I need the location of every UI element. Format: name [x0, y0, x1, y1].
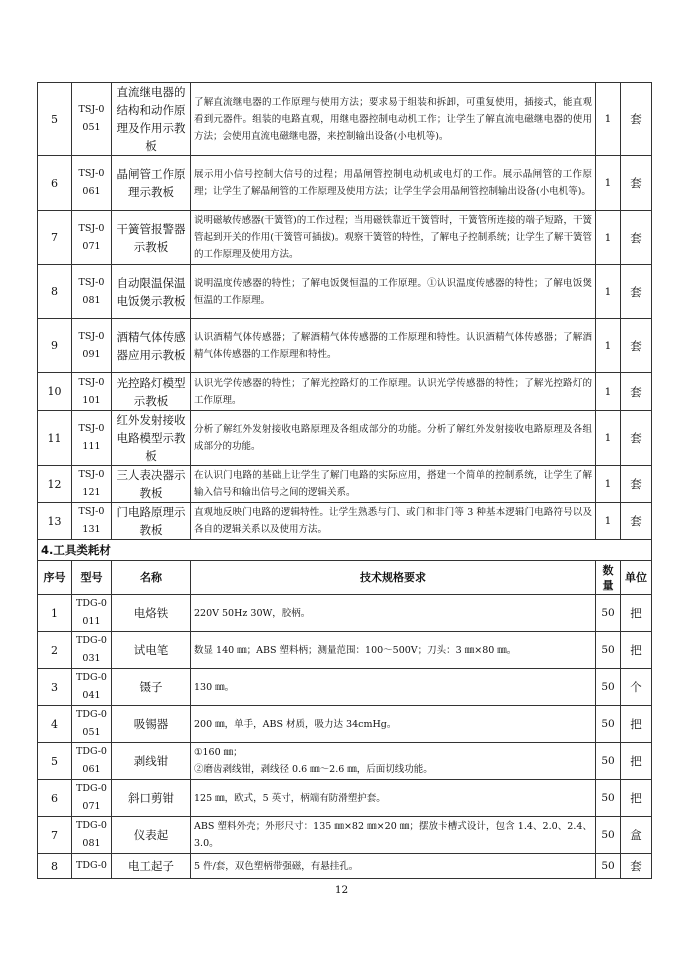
section-title: 4.工具类耗材 — [38, 540, 652, 561]
quantity: 50 — [596, 595, 621, 632]
table-row — [38, 595, 652, 632]
quantity: 1 — [596, 83, 621, 156]
item-name: 红外发射接收电路模型示教板 — [112, 411, 191, 466]
unit: 套 — [621, 156, 652, 211]
tech-spec: 130 ㎜。 — [191, 669, 596, 706]
spec-line: ①160 ㎜； — [194, 747, 243, 758]
model-code: TDG-0 081 — [72, 817, 112, 854]
row-number: 5 — [38, 83, 72, 156]
table-row — [38, 211, 652, 265]
model-code: TDG-0 041 — [72, 669, 112, 706]
quantity: 50 — [596, 743, 621, 780]
table-row — [38, 854, 652, 879]
table-row — [38, 743, 652, 780]
quantity: 1 — [596, 211, 621, 265]
model-code: TSJ-0 061 — [72, 156, 112, 211]
item-name: 门电路原理示教板 — [112, 503, 191, 540]
header-qty: 数量 — [596, 561, 621, 595]
section-row — [38, 540, 652, 561]
tech-spec — [191, 743, 596, 780]
model-code: TSJ-0 051 — [72, 83, 112, 156]
tech-spec: 数显 140 ㎜；ABS 塑料柄；测量范围：100～500V；刀头：3 ㎜×80 ㎜。 — [191, 632, 596, 669]
quantity: 1 — [596, 156, 621, 211]
tech-spec: 认识光学传感器的特性；了解光控路灯的工作原理。认识光学传感器的特性；了解光控路灯的工作原理。 — [191, 373, 596, 411]
item-name: 电工起子 — [112, 854, 191, 879]
quantity: 50 — [596, 632, 621, 669]
unit: 把 — [621, 706, 652, 743]
model-code: TSJ-0 111 — [72, 411, 112, 466]
unit: 盒 — [621, 817, 652, 854]
item-name: 晶闸管工作原理示教板 — [112, 156, 191, 211]
header-unit: 单位 — [621, 561, 652, 595]
header-spec: 技术规格要求 — [191, 561, 596, 595]
unit: 把 — [621, 780, 652, 817]
table-row — [38, 466, 652, 503]
quantity: 50 — [596, 817, 621, 854]
table-row — [38, 817, 652, 854]
quantity: 1 — [596, 411, 621, 466]
table-row — [38, 669, 652, 706]
unit: 套 — [621, 411, 652, 466]
tech-spec: 125 ㎜，欧式，5 英寸，柄端有防滑塑护套。 — [191, 780, 596, 817]
quantity: 1 — [596, 466, 621, 503]
header-name: 名称 — [112, 561, 191, 595]
row-number: 5 — [38, 743, 72, 780]
table-row — [38, 503, 652, 540]
model-code: TDG-0 061 — [72, 743, 112, 780]
row-number: 2 — [38, 632, 72, 669]
item-name: 吸锡器 — [112, 706, 191, 743]
item-name: 斜口剪钳 — [112, 780, 191, 817]
model-code: TSJ-0 131 — [72, 503, 112, 540]
row-number: 6 — [38, 156, 72, 211]
quantity: 50 — [596, 854, 621, 879]
model-code: TDG-0 — [72, 854, 112, 879]
header-no: 序号 — [38, 561, 72, 595]
unit: 把 — [621, 743, 652, 780]
row-number: 7 — [38, 817, 72, 854]
model-code: TDG-0 051 — [72, 706, 112, 743]
tech-spec: 在认识门电路的基础上让学生了解门电路的实际应用，搭建一个简单的控制系统，让学生了解输入信号和输出信号之间的逻辑关系。 — [191, 466, 596, 503]
unit: 把 — [621, 632, 652, 669]
tech-spec: 认识酒精气体传感器；了解酒精气体传感器的工作原理和特性。认识酒精气体传感器；了解酒精气体传感器的工作原理和特性。 — [191, 319, 596, 373]
item-name: 干簧管报警器示教板 — [112, 211, 191, 265]
page-number: 12 — [334, 884, 349, 896]
row-number: 11 — [38, 411, 72, 466]
item-name: 酒精气体传感器应用示教板 — [112, 319, 191, 373]
tech-spec: 5 件/套，双色塑柄带强磁，有悬挂孔。 — [191, 854, 596, 879]
row-number: 8 — [38, 854, 72, 879]
row-number: 4 — [38, 706, 72, 743]
quantity: 50 — [596, 706, 621, 743]
model-code: TDG-0 071 — [72, 780, 112, 817]
unit: 套 — [621, 211, 652, 265]
table-row — [38, 83, 652, 156]
table-row — [38, 632, 652, 669]
unit: 套 — [621, 466, 652, 503]
row-number: 13 — [38, 503, 72, 540]
quantity: 1 — [596, 319, 621, 373]
model-code: TSJ-0 121 — [72, 466, 112, 503]
unit: 套 — [621, 373, 652, 411]
tech-spec: 200 ㎜，单手，ABS 材质，吸力达 34cmHg。 — [191, 706, 596, 743]
tech-spec: 直观地反映门电路的逻辑特性。让学生熟悉与门、或门和非门等 3 种基本逻辑门电路符号以及各自的逻辑关系以及使用方法。 — [191, 503, 596, 540]
unit: 把 — [621, 595, 652, 632]
row-number: 12 — [38, 466, 72, 503]
table-row — [38, 156, 652, 211]
unit: 套 — [621, 319, 652, 373]
row-number: 10 — [38, 373, 72, 411]
table-row — [38, 373, 652, 411]
model-code: TSJ-0 071 — [72, 211, 112, 265]
row-number: 9 — [38, 319, 72, 373]
item-name: 三人表决器示教板 — [112, 466, 191, 503]
table-row — [38, 706, 652, 743]
table-row — [38, 411, 652, 466]
tech-spec: 分析了解红外发射接收电路原理及各组成部分的功能。分析了解红外发射接收电路原理及各组成部分的功能。 — [191, 411, 596, 466]
row-number: 3 — [38, 669, 72, 706]
tech-spec: 了解直流继电器的工作原理与使用方法；要求易于组装和拆卸，可重复使用，插接式，能直观看到元器件。组装的电路直观，用继电器控制电动机工作；让学生了解直流电磁继电器的使用方法；会使用直流电磁继电器，来控制输出设备(小电机等)。 — [191, 83, 596, 156]
row-number: 6 — [38, 780, 72, 817]
table-header-row — [38, 561, 652, 595]
model-code: TDG-0 011 — [72, 595, 112, 632]
item-name: 自动限温保温电饭煲示教板 — [112, 265, 191, 319]
row-number: 7 — [38, 211, 72, 265]
item-name: 仪表起 — [112, 817, 191, 854]
item-name: 光控路灯模型示教板 — [112, 373, 191, 411]
equipment-table — [37, 82, 652, 879]
item-name: 直流继电器的结构和动作原理及作用示教板 — [112, 83, 191, 156]
unit: 套 — [621, 854, 652, 879]
item-name: 试电笔 — [112, 632, 191, 669]
table-row — [38, 319, 652, 373]
item-name: 剥线钳 — [112, 743, 191, 780]
unit: 套 — [621, 83, 652, 156]
unit: 套 — [621, 265, 652, 319]
quantity: 1 — [596, 503, 621, 540]
tech-spec: 展示用小信号控制大信号的过程；用晶闸管控制电动机或电灯的工作。展示晶闸管的工作原理；让学生了解晶闸管的工作原理及使用方法；让学生学会用晶闸管控制输出设备(小电机等)。 — [191, 156, 596, 211]
unit: 套 — [621, 503, 652, 540]
tech-spec: 说明磁敏传感器(干簧管)的工作过程；当用磁铁靠近干簧管时，干簧管所连接的端子短路，干簧管起到开关的作用(干簧管可插拔)。观察干簧管的特性，了解电子控制系统；让学生了解干簧管的工作原理及使用方法。 — [191, 211, 596, 265]
row-number: 8 — [38, 265, 72, 319]
row-number: 1 — [38, 595, 72, 632]
header-code: 型号 — [72, 561, 112, 595]
tech-spec: 220V 50Hz 30W，胶柄。 — [191, 595, 596, 632]
model-code: TSJ-0 101 — [72, 373, 112, 411]
item-name: 镊子 — [112, 669, 191, 706]
quantity: 50 — [596, 669, 621, 706]
model-code: TSJ-0 081 — [72, 265, 112, 319]
quantity: 50 — [596, 780, 621, 817]
quantity: 1 — [596, 373, 621, 411]
unit: 个 — [621, 669, 652, 706]
item-name: 电烙铁 — [112, 595, 191, 632]
quantity: 1 — [596, 265, 621, 319]
tech-spec: ABS 塑料外壳；外形尺寸：135 ㎜×82 ㎜×20 ㎜；摆放卡槽式设计，包含 1.4、2.0、2.4、3.0。 — [191, 817, 596, 854]
table-row — [38, 265, 652, 319]
table-row — [38, 780, 652, 817]
model-code: TSJ-0 091 — [72, 319, 112, 373]
spec-line: ②磨齿剥线钳，剥线径 0.6 ㎜～2.6 ㎜，后面切线功能。 — [194, 764, 433, 775]
model-code: TDG-0 031 — [72, 632, 112, 669]
tech-spec: 说明温度传感器的特性；了解电饭煲恒温的工作原理。①认识温度传感器的特性；了解电饭煲恒温的工作原理。 — [191, 265, 596, 319]
